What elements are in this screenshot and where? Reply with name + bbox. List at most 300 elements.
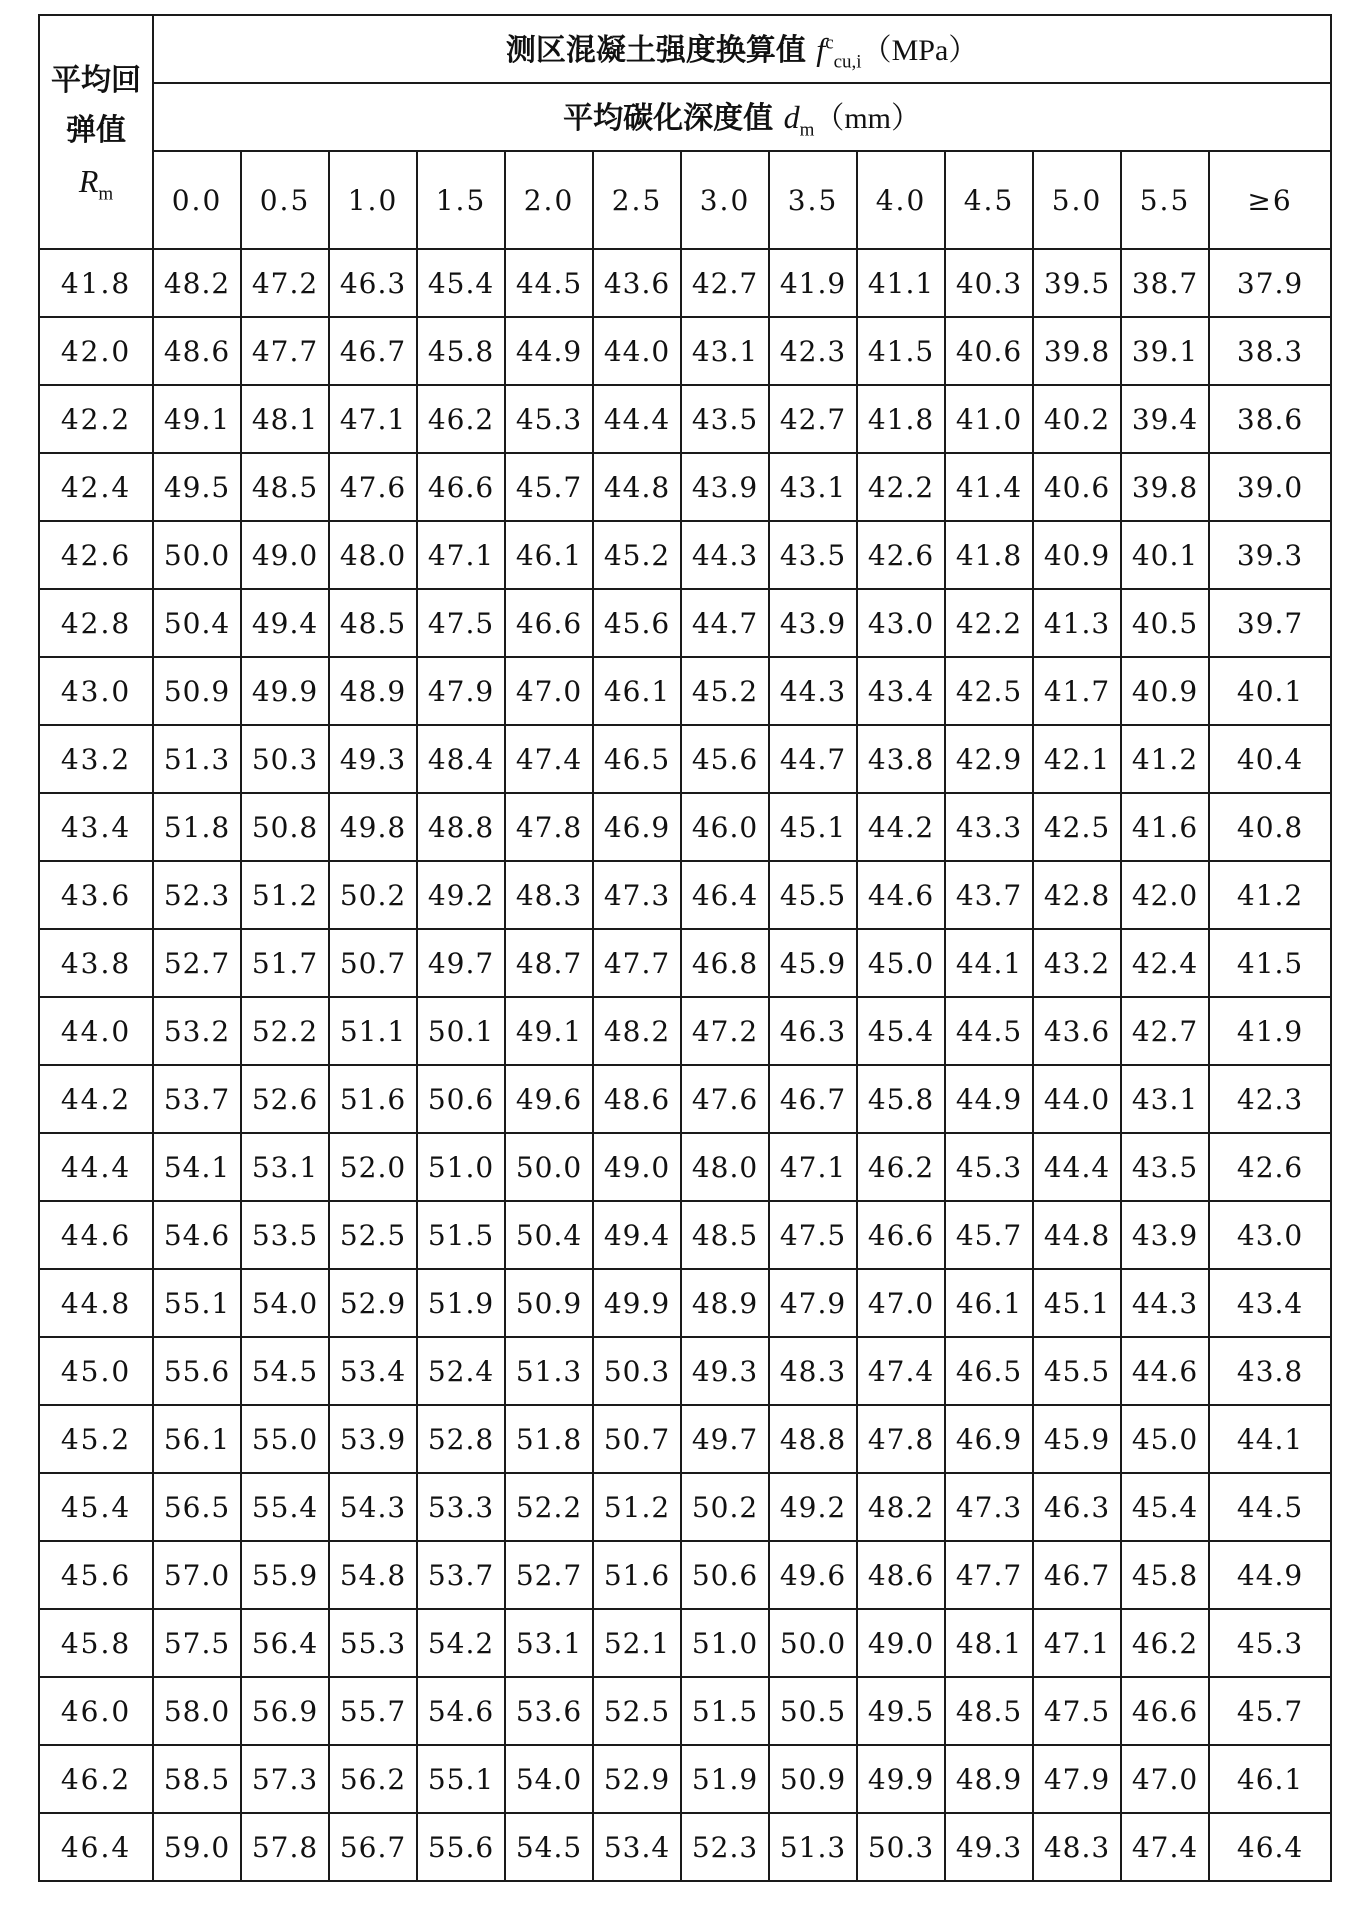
strength-value-cell: 47.1	[1033, 1609, 1121, 1677]
rebound-value-cell: 44.8	[39, 1269, 153, 1337]
strength-value-cell: 50.3	[593, 1337, 681, 1405]
strength-value-cell: 48.4	[417, 725, 505, 793]
strength-value-cell: 42.2	[945, 589, 1033, 657]
strength-value-cell: 53.3	[417, 1473, 505, 1541]
table-row	[39, 589, 1331, 657]
table-row	[39, 657, 1331, 725]
strength-value-cell: 48.2	[153, 249, 241, 317]
strength-value-cell: 55.0	[241, 1405, 329, 1473]
strength-value-cell: 47.6	[329, 453, 417, 521]
strength-value-cell: 49.1	[153, 385, 241, 453]
strength-value-cell: 43.4	[1209, 1269, 1331, 1337]
table-row	[39, 1133, 1331, 1201]
strength-value-cell: 51.7	[241, 929, 329, 997]
strength-value-cell: 39.7	[1209, 589, 1331, 657]
strength-value-cell: 45.0	[857, 929, 945, 997]
strength-value-cell: 42.5	[945, 657, 1033, 725]
rebound-value-cell: 43.8	[39, 929, 153, 997]
strength-value-cell: 49.7	[417, 929, 505, 997]
table-row	[39, 929, 1331, 997]
strength-value-cell: 43.5	[681, 385, 769, 453]
strength-value-cell: 46.4	[681, 861, 769, 929]
table-row	[39, 1065, 1331, 1133]
strength-value-cell: 41.9	[1209, 997, 1331, 1065]
strength-value-cell: 44.8	[1033, 1201, 1121, 1269]
strength-value-cell: 48.1	[241, 385, 329, 453]
strength-value-cell: 42.3	[769, 317, 857, 385]
strength-value-cell: 52.7	[153, 929, 241, 997]
column-header: 5.0	[1033, 151, 1121, 249]
strength-value-cell: 50.0	[153, 521, 241, 589]
strength-value-cell: 50.2	[681, 1473, 769, 1541]
strength-value-cell: 40.6	[945, 317, 1033, 385]
strength-value-cell: 40.5	[1121, 589, 1209, 657]
strength-value-cell: 42.6	[1209, 1133, 1331, 1201]
strength-value-cell: 48.6	[153, 317, 241, 385]
strength-value-cell: 45.8	[857, 1065, 945, 1133]
strength-value-cell: 54.6	[417, 1677, 505, 1745]
strength-value-cell: 39.0	[1209, 453, 1331, 521]
strength-value-cell: 49.6	[505, 1065, 593, 1133]
strength-value-cell: 55.1	[153, 1269, 241, 1337]
strength-value-cell: 49.9	[241, 657, 329, 725]
column-header: 2.0	[505, 151, 593, 249]
strength-value-cell: 43.3	[945, 793, 1033, 861]
strength-value-cell: 50.6	[417, 1065, 505, 1133]
strength-value-cell: 44.9	[945, 1065, 1033, 1133]
strength-value-cell: 39.8	[1121, 453, 1209, 521]
strength-value-cell: 48.6	[593, 1065, 681, 1133]
column-header: 1.0	[329, 151, 417, 249]
strength-value-cell: 48.5	[329, 589, 417, 657]
strength-value-cell: 52.4	[417, 1337, 505, 1405]
strength-value-cell: 45.5	[769, 861, 857, 929]
strength-value-cell: 47.0	[1121, 1745, 1209, 1813]
rebound-value-cell: 41.8	[39, 249, 153, 317]
table-body	[39, 249, 1331, 1881]
strength-value-cell: 43.9	[681, 453, 769, 521]
table-row	[39, 1745, 1331, 1813]
strength-value-cell: 44.3	[769, 657, 857, 725]
strength-value-cell: 56.5	[153, 1473, 241, 1541]
strength-value-cell: 50.9	[769, 1745, 857, 1813]
strength-value-cell: 43.6	[593, 249, 681, 317]
strength-value-cell: 50.3	[241, 725, 329, 793]
strength-value-cell: 49.2	[417, 861, 505, 929]
strength-value-cell: 43.6	[1033, 997, 1121, 1065]
strength-value-cell: 49.1	[505, 997, 593, 1065]
rebound-value-cell: 45.0	[39, 1337, 153, 1405]
strength-value-cell: 38.3	[1209, 317, 1331, 385]
strength-value-cell: 42.2	[857, 453, 945, 521]
strength-value-cell: 43.1	[1121, 1065, 1209, 1133]
rebound-value-cell: 45.2	[39, 1405, 153, 1473]
strength-value-cell: 45.7	[505, 453, 593, 521]
strength-value-cell: 47.6	[681, 1065, 769, 1133]
strength-value-cell: 55.4	[241, 1473, 329, 1541]
subtitle-prefix: 平均碳化深度值	[563, 100, 774, 136]
table-row	[39, 1473, 1331, 1541]
strength-value-cell: 42.7	[769, 385, 857, 453]
table-row	[39, 725, 1331, 793]
strength-value-cell: 47.9	[1033, 1745, 1121, 1813]
strength-value-cell: 45.1	[1033, 1269, 1121, 1337]
strength-value-cell: 53.6	[505, 1677, 593, 1745]
strength-value-cell: 40.1	[1209, 657, 1331, 725]
strength-value-cell: 50.5	[769, 1677, 857, 1745]
strength-value-cell: 47.8	[857, 1405, 945, 1473]
strength-value-cell: 44.5	[945, 997, 1033, 1065]
strength-value-cell: 57.3	[241, 1745, 329, 1813]
strength-value-cell: 52.1	[593, 1609, 681, 1677]
strength-value-cell: 46.9	[593, 793, 681, 861]
strength-value-cell: 50.1	[417, 997, 505, 1065]
rebound-value-cell: 44.2	[39, 1065, 153, 1133]
strength-value-cell: 46.6	[857, 1201, 945, 1269]
strength-value-cell: 45.6	[681, 725, 769, 793]
column-header: 3.5	[769, 151, 857, 249]
strength-value-cell: 44.5	[1209, 1473, 1331, 1541]
table-row	[39, 1541, 1331, 1609]
strength-value-cell: 39.3	[1209, 521, 1331, 589]
strength-value-cell: 57.8	[241, 1813, 329, 1881]
strength-value-cell: 45.1	[769, 793, 857, 861]
strength-value-cell: 49.0	[593, 1133, 681, 1201]
rebound-value-cell: 42.4	[39, 453, 153, 521]
strength-value-cell: 51.3	[769, 1813, 857, 1881]
strength-value-cell: 45.2	[593, 521, 681, 589]
strength-value-cell: 45.0	[1121, 1405, 1209, 1473]
strength-value-cell: 40.8	[1209, 793, 1331, 861]
strength-value-cell: 47.1	[769, 1133, 857, 1201]
strength-value-cell: 42.0	[1121, 861, 1209, 929]
strength-value-cell: 49.5	[857, 1677, 945, 1745]
strength-value-cell: 47.0	[505, 657, 593, 725]
strength-value-cell: 41.4	[945, 453, 1033, 521]
strength-value-cell: 53.1	[505, 1609, 593, 1677]
strength-value-cell: 53.7	[153, 1065, 241, 1133]
strength-value-cell: 47.5	[1033, 1677, 1121, 1745]
strength-value-cell: 48.2	[857, 1473, 945, 1541]
strength-value-cell: 49.0	[857, 1609, 945, 1677]
rebound-value-cell: 43.4	[39, 793, 153, 861]
strength-value-cell: 45.7	[945, 1201, 1033, 1269]
strength-value-cell: 50.9	[505, 1269, 593, 1337]
strength-value-cell: 49.9	[593, 1269, 681, 1337]
strength-value-cell: 50.9	[153, 657, 241, 725]
table-header	[39, 15, 1331, 249]
strength-value-cell: 56.7	[329, 1813, 417, 1881]
strength-value-cell: 51.5	[681, 1677, 769, 1745]
strength-value-cell: 56.9	[241, 1677, 329, 1745]
strength-value-cell: 41.8	[945, 521, 1033, 589]
strength-value-cell: 42.5	[1033, 793, 1121, 861]
strength-value-cell: 42.6	[857, 521, 945, 589]
strength-value-cell: 45.3	[505, 385, 593, 453]
strength-value-cell: 47.7	[593, 929, 681, 997]
strength-value-cell: 44.3	[681, 521, 769, 589]
row-header-cell	[39, 15, 153, 249]
table-row	[39, 1201, 1331, 1269]
strength-value-cell: 49.7	[681, 1405, 769, 1473]
strength-value-cell: 48.7	[505, 929, 593, 997]
strength-value-cell: 52.2	[505, 1473, 593, 1541]
strength-value-cell: 51.6	[329, 1065, 417, 1133]
strength-value-cell: 52.7	[505, 1541, 593, 1609]
strength-value-cell: 38.6	[1209, 385, 1331, 453]
strength-value-cell: 40.9	[1121, 657, 1209, 725]
table-row	[39, 1677, 1331, 1745]
strength-value-cell: 47.4	[857, 1337, 945, 1405]
strength-value-cell: 50.7	[593, 1405, 681, 1473]
strength-value-cell: 53.4	[593, 1813, 681, 1881]
subtitle-unit: （mm）	[814, 101, 922, 135]
strength-value-cell: 52.9	[593, 1745, 681, 1813]
strength-value-cell: 55.1	[417, 1745, 505, 1813]
strength-value-cell: 54.6	[153, 1201, 241, 1269]
strength-value-cell: 43.5	[769, 521, 857, 589]
strength-value-cell: 39.1	[1121, 317, 1209, 385]
strength-value-cell: 47.1	[417, 521, 505, 589]
strength-value-cell: 45.3	[1209, 1609, 1331, 1677]
column-header: 4.5	[945, 151, 1033, 249]
strength-value-cell: 48.5	[945, 1677, 1033, 1745]
strength-value-cell: 39.8	[1033, 317, 1121, 385]
strength-value-cell: 42.9	[945, 725, 1033, 793]
strength-value-cell: 48.9	[681, 1269, 769, 1337]
strength-value-cell: 55.3	[329, 1609, 417, 1677]
strength-value-cell: 44.4	[593, 385, 681, 453]
column-header-row	[39, 151, 1331, 249]
strength-value-cell: 46.1	[505, 521, 593, 589]
strength-value-cell: 54.2	[417, 1609, 505, 1677]
strength-value-cell: 49.9	[857, 1745, 945, 1813]
strength-value-cell: 49.4	[593, 1201, 681, 1269]
strength-value-cell: 43.0	[1209, 1201, 1331, 1269]
strength-value-cell: 45.2	[681, 657, 769, 725]
strength-value-cell: 44.0	[593, 317, 681, 385]
strength-value-cell: 41.5	[1209, 929, 1331, 997]
rebound-value-cell: 42.6	[39, 521, 153, 589]
strength-value-cell: 45.9	[1033, 1405, 1121, 1473]
strength-value-cell: 43.9	[769, 589, 857, 657]
table-row	[39, 1269, 1331, 1337]
strength-value-cell: 51.3	[153, 725, 241, 793]
strength-value-cell: 46.3	[769, 997, 857, 1065]
strength-value-cell: 54.1	[153, 1133, 241, 1201]
strength-value-cell: 44.9	[1209, 1541, 1331, 1609]
strength-value-cell: 47.9	[769, 1269, 857, 1337]
rebound-value-cell: 44.4	[39, 1133, 153, 1201]
strength-value-cell: 48.9	[945, 1745, 1033, 1813]
strength-value-cell: 49.3	[329, 725, 417, 793]
strength-value-cell: 50.4	[505, 1201, 593, 1269]
strength-value-cell: 48.6	[857, 1541, 945, 1609]
strength-value-cell: 41.2	[1209, 861, 1331, 929]
strength-value-cell: 54.8	[329, 1541, 417, 1609]
strength-value-cell: 54.3	[329, 1473, 417, 1541]
strength-value-cell: 41.0	[945, 385, 1033, 453]
table-row	[39, 1337, 1331, 1405]
strength-value-cell: 52.9	[329, 1269, 417, 1337]
title-unit: （MPa）	[861, 33, 979, 67]
strength-value-cell: 47.9	[417, 657, 505, 725]
strength-value-cell: 56.2	[329, 1745, 417, 1813]
strength-value-cell: 49.3	[681, 1337, 769, 1405]
strength-value-cell: 47.2	[241, 249, 329, 317]
strength-value-cell: 44.9	[505, 317, 593, 385]
strength-value-cell: 46.6	[417, 453, 505, 521]
strength-value-cell: 57.5	[153, 1609, 241, 1677]
row-header-line1: 平均回	[51, 63, 141, 98]
strength-value-cell: 46.3	[1033, 1473, 1121, 1541]
strength-value-cell: 44.5	[505, 249, 593, 317]
strength-value-cell: 51.9	[681, 1745, 769, 1813]
rebound-value-cell: 43.0	[39, 657, 153, 725]
table-subtitle	[153, 83, 1331, 151]
rebound-value-cell: 44.0	[39, 997, 153, 1065]
strength-value-cell: 49.6	[769, 1541, 857, 1609]
strength-value-cell: 46.3	[329, 249, 417, 317]
strength-value-cell: 51.8	[505, 1405, 593, 1473]
row-header-symbol: $R_m$	[78, 163, 114, 205]
strength-value-cell: 40.1	[1121, 521, 1209, 589]
strength-value-cell: 51.2	[241, 861, 329, 929]
strength-value-cell: 46.2	[857, 1133, 945, 1201]
strength-value-cell: 54.0	[241, 1269, 329, 1337]
strength-value-cell: 42.4	[1121, 929, 1209, 997]
strength-value-cell: 41.8	[857, 385, 945, 453]
strength-value-cell: 46.2	[1121, 1609, 1209, 1677]
strength-value-cell: 50.2	[329, 861, 417, 929]
strength-value-cell: 43.7	[945, 861, 1033, 929]
strength-value-cell: 47.0	[857, 1269, 945, 1337]
strength-value-cell: 56.1	[153, 1405, 241, 1473]
strength-value-cell: 40.4	[1209, 725, 1331, 793]
table-row	[39, 1405, 1331, 1473]
strength-value-cell: 46.6	[505, 589, 593, 657]
strength-value-cell: 52.5	[593, 1677, 681, 1745]
table-row	[39, 521, 1331, 589]
strength-value-cell: 44.0	[1033, 1065, 1121, 1133]
strength-value-cell: 50.3	[857, 1813, 945, 1881]
strength-value-cell: 44.7	[769, 725, 857, 793]
strength-value-cell: 50.8	[241, 793, 329, 861]
strength-value-cell: 45.4	[857, 997, 945, 1065]
strength-value-cell: 47.3	[945, 1473, 1033, 1541]
strength-value-cell: 52.3	[681, 1813, 769, 1881]
strength-value-cell: 48.8	[769, 1405, 857, 1473]
strength-value-cell: 42.3	[1209, 1065, 1331, 1133]
strength-value-cell: 41.2	[1121, 725, 1209, 793]
strength-value-cell: 46.2	[417, 385, 505, 453]
strength-value-cell: 46.5	[593, 725, 681, 793]
strength-value-cell: 41.5	[857, 317, 945, 385]
strength-value-cell: 47.5	[769, 1201, 857, 1269]
strength-value-cell: 39.5	[1033, 249, 1121, 317]
strength-value-cell: 46.9	[945, 1405, 1033, 1473]
strength-value-cell: 52.6	[241, 1065, 329, 1133]
strength-value-cell: 51.1	[329, 997, 417, 1065]
strength-value-cell: 46.0	[681, 793, 769, 861]
strength-value-cell: 50.0	[505, 1133, 593, 1201]
title-symbol: $f^c_{cu,i}$	[816, 30, 862, 73]
column-header: 1.5	[417, 151, 505, 249]
strength-value-cell: 42.8	[1033, 861, 1121, 929]
strength-value-cell: 39.4	[1121, 385, 1209, 453]
table-title	[153, 15, 1331, 83]
strength-value-cell: 53.9	[329, 1405, 417, 1473]
strength-value-cell: 58.5	[153, 1745, 241, 1813]
strength-value-cell: 53.1	[241, 1133, 329, 1201]
strength-value-cell: 47.8	[505, 793, 593, 861]
strength-value-cell: 43.4	[857, 657, 945, 725]
strength-value-cell: 58.0	[153, 1677, 241, 1745]
strength-value-cell: 55.9	[241, 1541, 329, 1609]
strength-value-cell: 46.7	[1033, 1541, 1121, 1609]
strength-value-cell: 51.0	[417, 1133, 505, 1201]
strength-value-cell: 54.0	[505, 1745, 593, 1813]
strength-value-cell: 50.7	[329, 929, 417, 997]
strength-value-cell: 46.6	[1121, 1677, 1209, 1745]
strength-value-cell: 49.4	[241, 589, 329, 657]
subtitle-symbol: $d_m$	[783, 98, 815, 141]
strength-value-cell: 48.1	[945, 1609, 1033, 1677]
strength-value-cell: 47.1	[329, 385, 417, 453]
table-row	[39, 317, 1331, 385]
strength-value-cell: 49.3	[945, 1813, 1033, 1881]
strength-value-cell: 45.5	[1033, 1337, 1121, 1405]
rebound-value-cell: 46.2	[39, 1745, 153, 1813]
strength-value-cell: 48.3	[1033, 1813, 1121, 1881]
strength-value-cell: 42.7	[1121, 997, 1209, 1065]
strength-value-cell: 43.1	[769, 453, 857, 521]
strength-value-cell: 55.6	[417, 1813, 505, 1881]
strength-value-cell: 50.6	[681, 1541, 769, 1609]
strength-value-cell: 45.8	[417, 317, 505, 385]
strength-value-cell: 40.6	[1033, 453, 1121, 521]
strength-value-cell: 54.5	[505, 1813, 593, 1881]
strength-value-cell: 52.0	[329, 1133, 417, 1201]
column-header: 4.0	[857, 151, 945, 249]
strength-value-cell: 51.9	[417, 1269, 505, 1337]
strength-value-cell: 43.9	[1121, 1201, 1209, 1269]
strength-value-cell: 44.6	[1121, 1337, 1209, 1405]
table-row	[39, 793, 1331, 861]
strength-value-cell: 43.0	[857, 589, 945, 657]
strength-value-cell: 44.3	[1121, 1269, 1209, 1337]
strength-value-cell: 41.9	[769, 249, 857, 317]
strength-value-cell: 49.0	[241, 521, 329, 589]
strength-value-cell: 48.0	[681, 1133, 769, 1201]
strength-value-cell: 51.6	[593, 1541, 681, 1609]
rebound-value-cell: 43.6	[39, 861, 153, 929]
strength-value-cell: 41.1	[857, 249, 945, 317]
strength-value-cell: 48.2	[593, 997, 681, 1065]
strength-value-cell: 40.9	[1033, 521, 1121, 589]
strength-value-cell: 45.7	[1209, 1677, 1331, 1745]
strength-value-cell: 43.5	[1121, 1133, 1209, 1201]
strength-value-cell: 41.6	[1121, 793, 1209, 861]
strength-value-cell: 48.9	[329, 657, 417, 725]
column-header: 5.5	[1121, 151, 1209, 249]
strength-value-cell: 47.2	[681, 997, 769, 1065]
strength-value-cell: 59.0	[153, 1813, 241, 1881]
strength-value-cell: 41.3	[1033, 589, 1121, 657]
rebound-value-cell: 42.2	[39, 385, 153, 453]
strength-value-cell: 41.7	[1033, 657, 1121, 725]
strength-value-cell: 52.2	[241, 997, 329, 1065]
